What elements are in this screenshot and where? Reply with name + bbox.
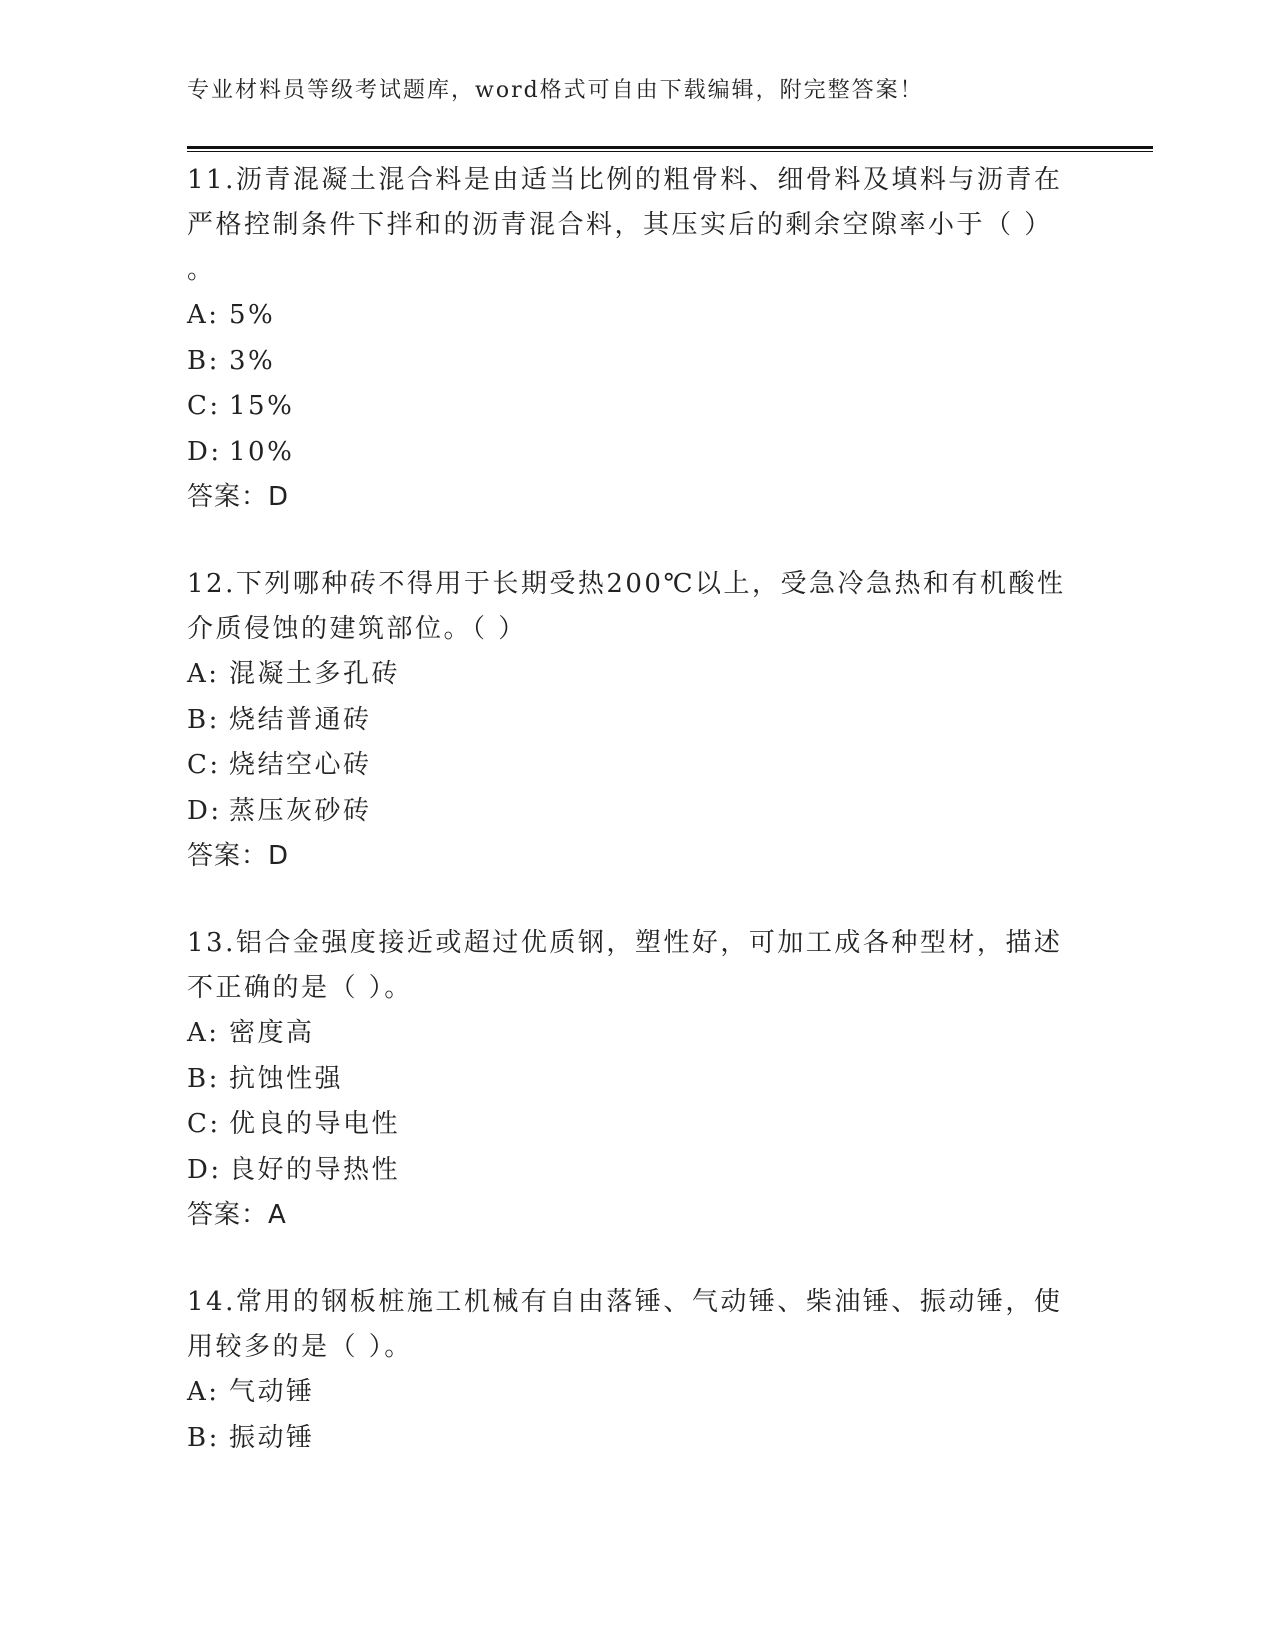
option-letter: D: (187, 1154, 222, 1185)
option-text: 5% (229, 300, 276, 330)
option-text: 优良的导电性 (229, 1109, 401, 1139)
option-text: 良好的导热性 (229, 1154, 401, 1185)
option-letter: C: (187, 1109, 221, 1139)
option-a (187, 1370, 1087, 1416)
option-letter: A: (187, 1377, 220, 1407)
option-text: 气动锤 (229, 1377, 315, 1407)
question-text-line: 11.沥青混凝土混合料是由适当比例的粗骨料、细骨料及填料与沥青在 (187, 165, 1063, 195)
question-text-line: 用较多的是（ ）。 (187, 1332, 413, 1362)
option-d (187, 430, 1087, 476)
question-14 (187, 1280, 1087, 1461)
option-letter: A: (187, 659, 220, 689)
option-text: 密度高 (229, 1018, 315, 1048)
option-b (187, 1416, 1087, 1462)
question-12 (187, 562, 1087, 879)
option-letter: B: (187, 345, 220, 376)
option-c (187, 384, 1087, 430)
question-13 (187, 921, 1087, 1238)
answer-text: 答案：D (187, 841, 290, 871)
question-text-line: 12.下列哪种砖不得用于长期受热200℃以上，受急冷急热和有机酸性 (187, 569, 1066, 599)
option-b (187, 339, 1087, 385)
question-text-line: 。 (187, 255, 216, 285)
option-text: 振动锤 (229, 1422, 315, 1453)
option-letter: D: (187, 436, 222, 467)
option-a (187, 652, 1087, 698)
option-text: 烧结普通砖 (229, 704, 372, 735)
option-b (187, 698, 1087, 744)
option-text: 抗蚀性强 (229, 1063, 344, 1094)
option-text: 混凝土多孔砖 (229, 659, 401, 689)
option-c (187, 743, 1087, 789)
option-b (187, 1057, 1087, 1103)
question-list (187, 158, 1087, 1503)
option-text: 10% (229, 436, 295, 467)
option-text: 蒸压灰砂砖 (229, 795, 372, 826)
question-11 (187, 158, 1087, 520)
question-text-line: 介质侵蚀的建筑部位。（ ） (187, 614, 527, 644)
question-text-line: 严格控制条件下拌和的沥青混合料，其压实后的剩余空隙率小于（ ） (187, 210, 1053, 240)
page-header-text: 专业材料员等级考试题库，word格式可自由下载编辑，附完整答案！ (187, 78, 924, 103)
option-a (187, 1011, 1087, 1057)
option-letter: C: (187, 750, 221, 780)
option-text: 烧结空心砖 (229, 750, 372, 780)
header-divider-thick (187, 146, 1153, 149)
option-d (187, 1148, 1087, 1194)
option-a (187, 293, 1087, 339)
header-divider-thin (187, 151, 1153, 152)
option-letter: B: (187, 1422, 220, 1453)
question-text-line: 13.铝合金强度接近或超过优质钢，塑性好，可加工成各种型材，描述 (187, 928, 1063, 958)
option-d (187, 789, 1087, 835)
option-letter: A: (187, 300, 220, 330)
option-letter: B: (187, 704, 220, 735)
answer-text: 答案：D (187, 482, 290, 512)
option-letter: C: (187, 391, 221, 421)
question-text-line: 不正确的是（ ）。 (187, 973, 413, 1003)
option-letter: A: (187, 1018, 220, 1048)
option-text: 15% (229, 391, 295, 421)
question-text-line: 14.常用的钢板桩施工机械有自由落锤、气动锤、柴油锤、振动锤，使 (187, 1287, 1063, 1317)
option-letter: B: (187, 1063, 220, 1094)
option-c (187, 1102, 1087, 1148)
answer-text: 答案：A (187, 1200, 287, 1230)
option-text: 3% (229, 345, 276, 376)
option-letter: D: (187, 795, 222, 826)
